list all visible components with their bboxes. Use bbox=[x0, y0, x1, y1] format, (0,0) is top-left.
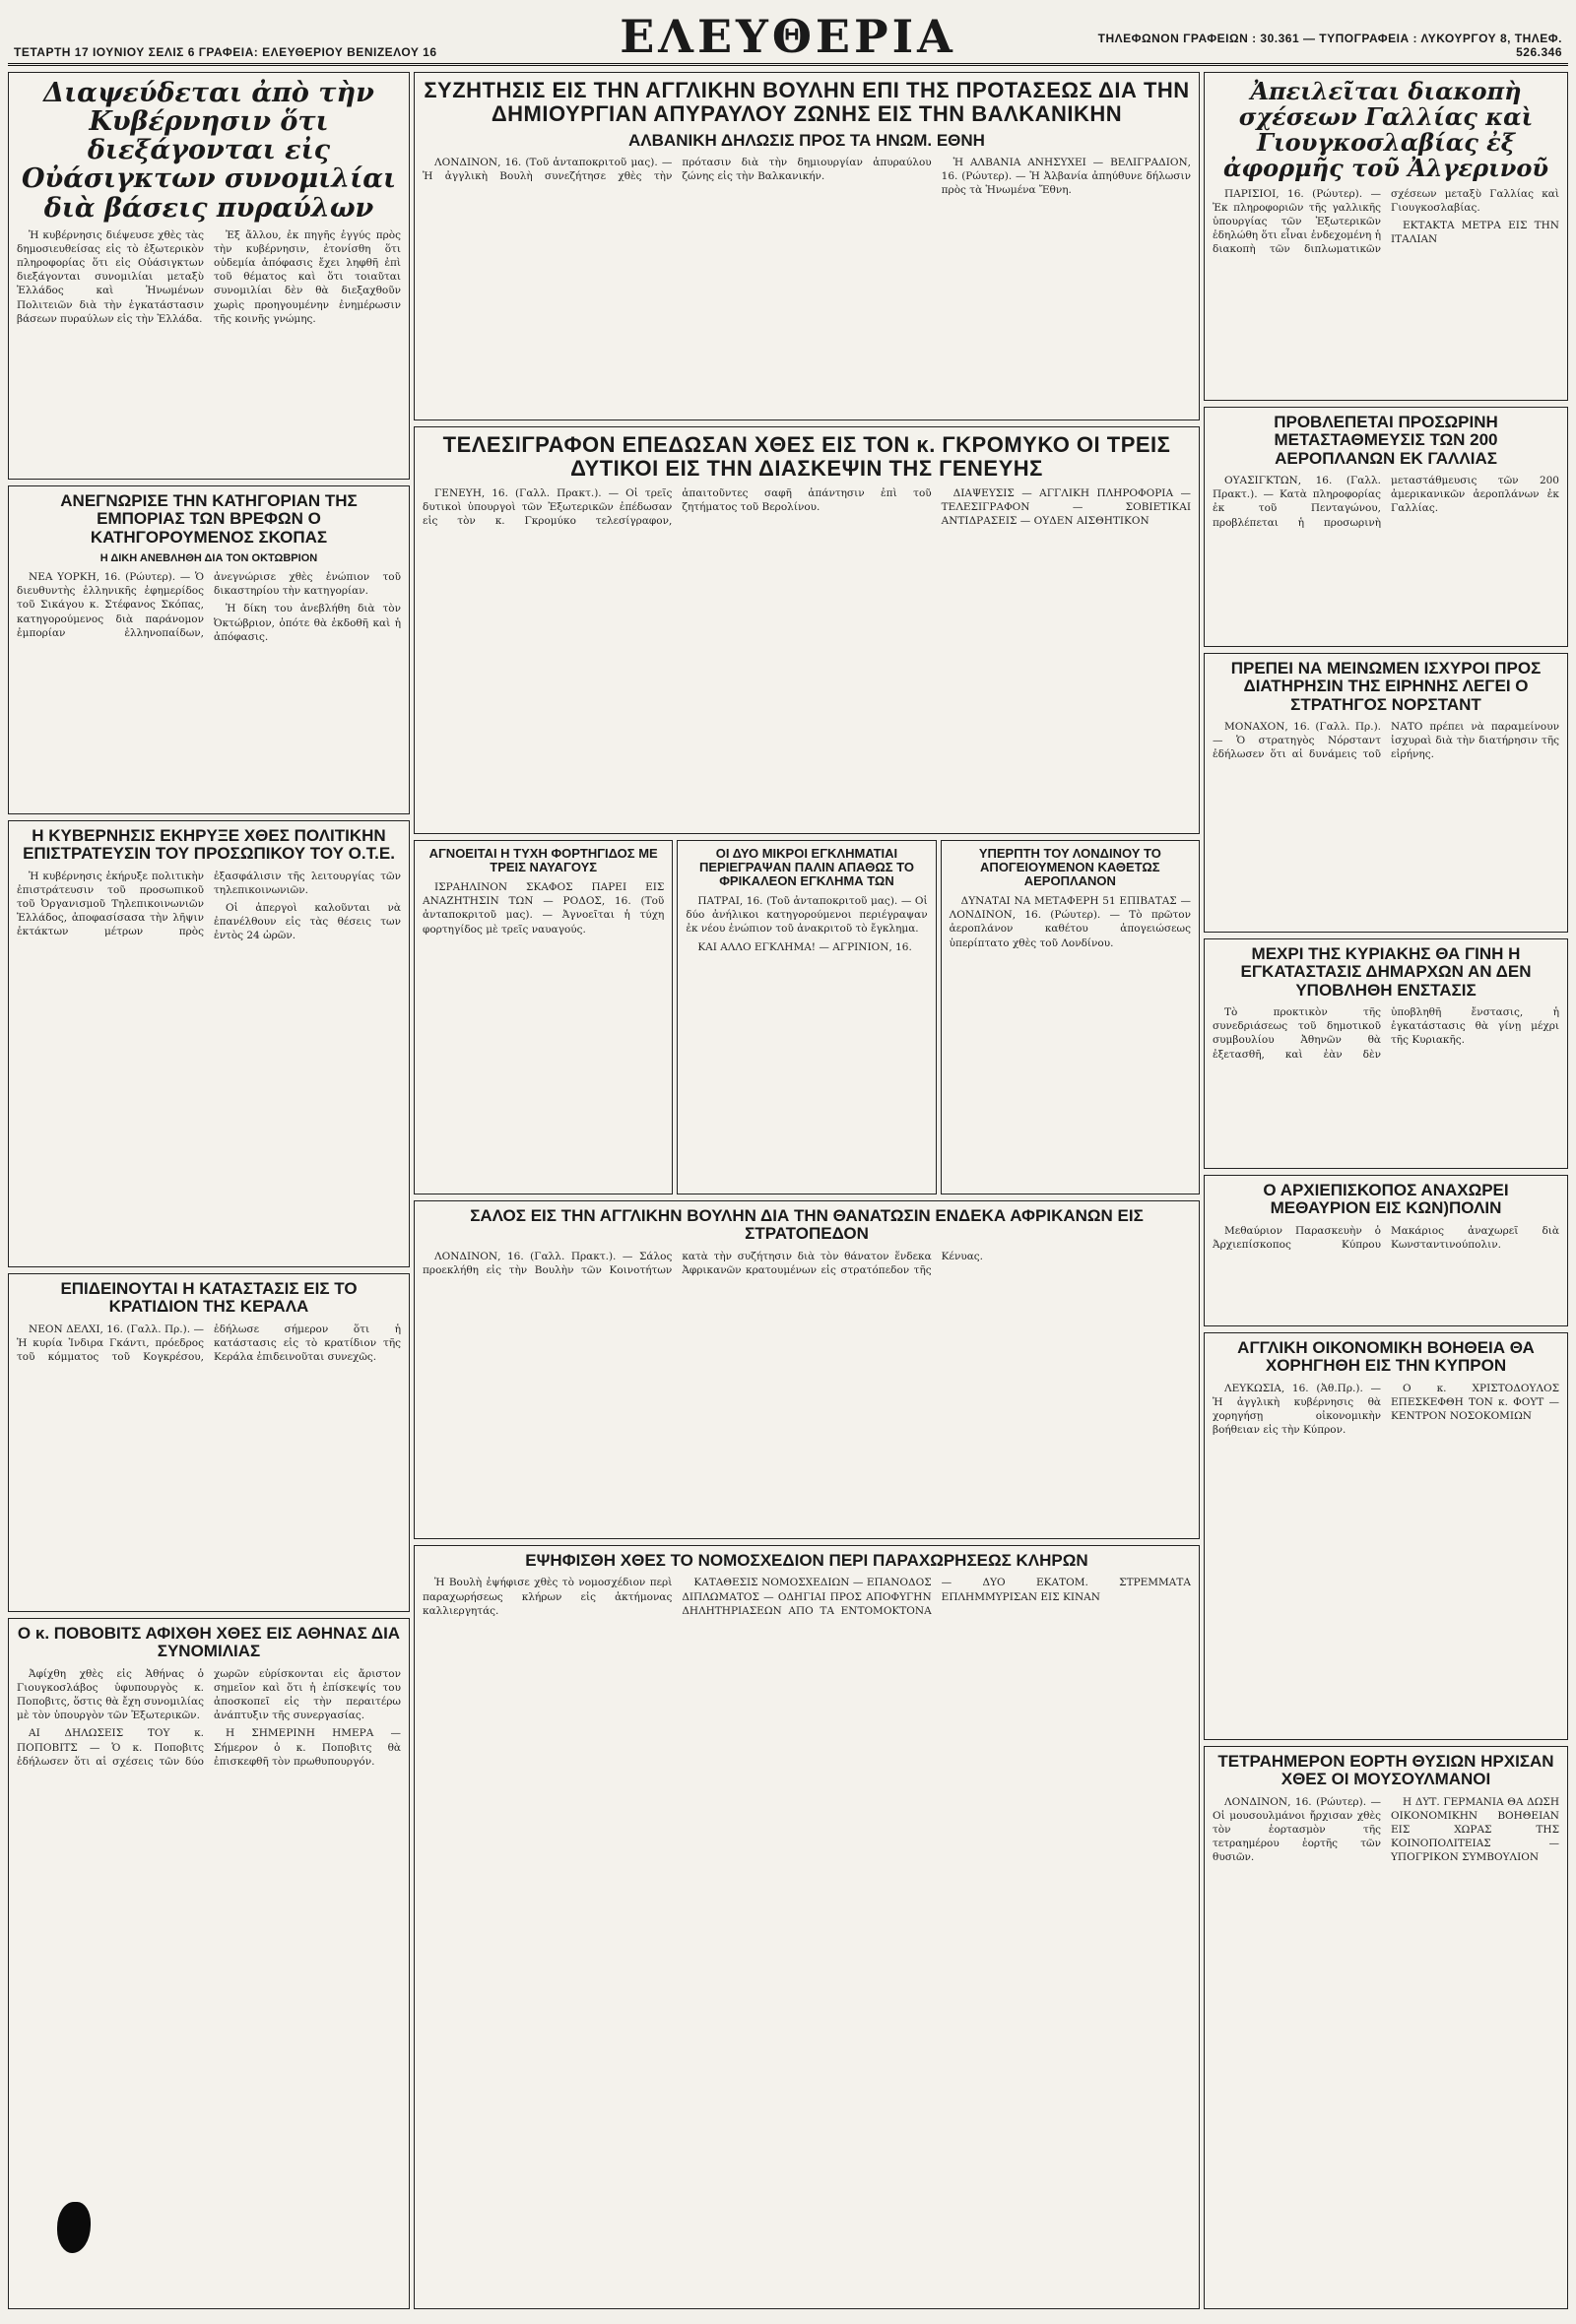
article-body bbox=[17, 1667, 401, 1771]
article-paragraph: ΝΕΑ ΥΟΡΚΗ, 16. (Ρώυτερ). — Ὁ διευθυντὴς ἑλληνικῆς ἐφημερίδος τοῦ Σικάγου κ. Στέφανος Σκόπας, κατηγορούμενος διὰ παράνομον ἐμπορίαν ἑλληνοπαίδων, ἀνεγνώρισε χθὲς ἐνώπιον τοῦ δικαστηρίου τὴν κατηγορίαν. bbox=[17, 571, 401, 639]
article-paragraph: ΕΚΤΑΚΤΑ ΜΕΤΡΑ ΕΙΣ ΤΗΝ ΙΤΑΛΙΑΝ bbox=[1391, 219, 1559, 246]
article-headline: Διαψεύδεται ἀπὸ τὴν Κυβέρνησιν ὅτι διεξάγονται εἰς Οὐάσιγκτων συνομιλίαι διὰ βάσεις πυραύλων bbox=[21, 78, 397, 224]
left-column bbox=[8, 72, 410, 2309]
newspaper-page bbox=[8, 8, 1568, 2308]
article-body bbox=[1213, 187, 1559, 257]
article-body bbox=[423, 1576, 1191, 1618]
article-headline: ΑΓΝΟΕΙΤΑΙ Η ΤΥΧΗ ΦΟΡΤΗΓΙΔΟΣ ΜΕ ΤΡΕΙΣ ΝΑΥΑΓΟΥΣ bbox=[428, 846, 658, 875]
article-mayors bbox=[1204, 938, 1568, 1169]
article-archbishop bbox=[1204, 1175, 1568, 1326]
article-paragraph: ΛΟΝΔΙΝΟΝ, 16. (Γαλλ. Πρακτ.). — Σάλος προεκλήθη εἰς τὴν Βουλὴν τῶν Κοινοτήτων κατὰ τὴν συζήτησιν διὰ τὸν θάνατον ἕνδεκα Ἀφρικανῶν κρατουμένων εἰς στρατόπεδον τῆς Κένυας. bbox=[423, 1250, 984, 1276]
lead-headline: ΣΥΖΗΤΗΣΙΣ ΕΙΣ ΤΗΝ ΑΓΓΛΙΚΗΝ ΒΟΥΛΗΝ ΕΠΙ ΤΗΣ ΠΡΟΤΑΣΕΩΣ ΔΙΑ ΤΗΝ ΔΗΜΙΟΥΡΓΙΑΝ ΑΠΥΡΑΥΛΟΥ ΖΩΝΗΣ ΕΙΣ ΤΗΝ ΒΑΛΚΑΝΙΚΗΝ bbox=[424, 78, 1190, 126]
article-gromyko-ultimatum bbox=[414, 426, 1200, 834]
article-paragraph: ΠΑΡΙΣΙΟΙ, 16. (Ρώυτερ). — Ἐκ πληροφοριῶν τῆς γαλλικῆς ὑπουργίας τῶν Ἐξωτερικῶν ἐδηλώθη ὅτι εἶναι ἐνδεχομένη ἡ διακοπὴ τῶν διπλωματικῶν σχέσεων μεταξὺ Γαλλίας καὶ Γιουγκοσλαβίας. bbox=[1213, 187, 1559, 256]
article-body bbox=[1213, 1224, 1559, 1254]
article-headline: ΟΙ ΔΥΟ ΜΙΚΡΟΙ ΕΓΚΛΗΜΑΤΙΑΙ ΠΕΡΙΕΓΡΑΨΑΝ ΠΑΛΙΝ ΑΠΑΘΩΣ ΤΟ ΦΡΙΚΑΛΕΟΝ ΕΓΚΛΗΜΑ ΤΩΝ bbox=[698, 846, 914, 889]
article-subheading: Η ΔΙΚΗ ΑΝΕΒΛΗΘΗ ΔΙΑ ΤΟΝ ΟΚΤΩΒΡΙΟΝ bbox=[99, 552, 318, 565]
article-body bbox=[17, 228, 401, 330]
article-paragraph: Ἡ Βουλὴ ἐψήφισε χθὲς τὸ νομοσχέδιον περὶ παραχωρήσεως κλήρων εἰς ἀκτήμονας καλλιεργητάς. bbox=[423, 1577, 673, 1617]
article-young-criminals bbox=[677, 840, 936, 1194]
article-headline: ΕΠΙΔΕΙΝΟΥΤΑΙ Η ΚΑΤΑΣΤΑΣΙΣ ΕΙΣ ΤΟ ΚΡΑΤΙΔΙΟΝ ΤΗΣ ΚΕΡΑΛΑ bbox=[60, 1279, 358, 1317]
article-body bbox=[423, 1250, 1191, 1277]
article-paragraph: ΛΕΥΚΩΣΙΑ, 16. (Ἀθ.Πρ.). — Ἡ ἀγγλικὴ κυβέρνησις θὰ χορηγήσῃ οἰκονομικὴν βοήθειαν εἰς τὴν Κύπρον. bbox=[1213, 1382, 1381, 1437]
article-200-airplanes bbox=[1204, 407, 1568, 647]
article-body bbox=[1213, 1382, 1559, 1438]
article-paragraph: ΓΕΝΕΥΗ, 16. (Γαλλ. Πρακτ.). — Οἱ τρεῖς δυτικοὶ ὑπουργοὶ τῶν Ἐξωτερικῶν ἐπέδωσαν εἰς τὸν κ. Γκρομύκο τελεσίγραφον, ἀπαιτοῦντες σαφῆ ἀπάντησιν ἐπὶ τοῦ ζητήματος τοῦ Βερολίνου. bbox=[423, 486, 932, 527]
article-body bbox=[1213, 474, 1559, 530]
article-cyprus-aid bbox=[1204, 1332, 1568, 1740]
article-headline: Ἀπειλεῖται διακοπὴ σχέσεων Γαλλίας καὶ Γιουγκοσλαβίας ἐξ ἀφορμῆς τοῦ Ἀλγερινοῦ bbox=[1222, 77, 1549, 182]
article-headline: ΤΕΤΡΑΗΜΕΡΟΝ ΕΟΡΤΗ ΘΥΣΙΩΝ ΗΡΧΙΣΑΝ ΧΘΕΣ ΟΙ ΜΟΥΣΟΥΛΜΑΝΟΙ bbox=[1217, 1752, 1554, 1789]
article-headline: ΑΓΓΛΙΚΗ ΟΙΚΟΝΟΜΙΚΗ ΒΟΗΘΕΙΑ ΘΑ ΧΟΡΗΓΗΘΗ ΕΙΣ ΤΗΝ ΚΥΠΡΟΝ bbox=[1237, 1338, 1535, 1376]
masthead-date-address: ΤΕΤΑΡΤΗ 17 ΙΟΥΝΙΟΥ ΣΕΛΙΣ 6 ΓΡΑΦΕΙΑ: ΕΛΕΥΘΕΡΙΟΥ ΒΕΝΙΖΕΛΟΥ 16 bbox=[14, 45, 437, 59]
article-headline: Ο ΑΡΧΙΕΠΙΣΚΟΠΟΣ ΑΝΑΧΩΡΕΙ ΜΕΘΑΥΡΙΟΝ ΕΙΣ ΚΩΝ)ΠΟΛΙΝ bbox=[1263, 1181, 1509, 1218]
article-paragraph: ΔΙΑΨΕΥΣΙΣ — ΑΓΓΛΙΚΗ ΠΛΗΡΟΦΟΡΙΑ — ΤΕΛΕΣΙΓΡΑΦΟΝ — ΣΟΒΙΕΤΙΚΑΙ ΑΝΤΙΔΡΑΣΕΙΣ — ΟΥΔΕΝ ΑΙΣΘΗΤΙΚΟΝ bbox=[941, 486, 1191, 527]
masthead bbox=[8, 8, 1568, 66]
article-balkan-missile-zone bbox=[414, 72, 1200, 420]
article-body bbox=[17, 1323, 401, 1367]
right-column bbox=[1204, 72, 1568, 2309]
article-headline: ΣΑΛΟΣ ΕΙΣ ΤΗΝ ΑΓΓΛΙΚΗΝ ΒΟΥΛΗΝ ΔΙΑ ΤΗΝ ΘΑΝΑΤΩΣΙΝ ΕΝΔΕΚΑ ΑΦΡΙΚΑΝΩΝ ΕΙΣ ΣΤΡΑΤΟΠΕΔΟΝ bbox=[470, 1206, 1144, 1244]
article-headline: Η ΚΥΒΕΡΝΗΣΙΣ ΕΚΗΡΥΞΕ ΧΘΕΣ ΠΟΛΙΤΙΚΗΝ ΕΠΙΣΤΡΑΤΕΥΣΙΝ ΤΟΥ ΠΡΟΣΩΠΙΚΟΥ ΤΟΥ Ο.Τ.Ε. bbox=[23, 826, 395, 864]
article-paragraph: Η ΣΗΜΕΡΙΝΗ ΗΜΕΡΑ — Σήμερον ὁ κ. Ποποβιτς θὰ ἐπισκεφθῆ τὸν πρωθυπουργόν. bbox=[214, 1727, 401, 1768]
article-paragraph: Μεθαύριον Παρασκευὴν ὁ Ἀρχιεπίσκοπος Κύπρου Μακάριος ἀναχωρεῖ διὰ Κωνσταντινούπολιν. bbox=[1213, 1224, 1559, 1251]
article-kerala bbox=[8, 1273, 410, 1612]
article-headline: ΜΕΧΡΙ ΤΗΣ ΚΥΡΙΑΚΗΣ ΘΑ ΓΙΝΗ Η ΕΓΚΑΤΑΣΤΑΣΙΣ ΔΗΜΑΡΧΩΝ ΑΝ ΔΕΝ ΥΠΟΒΛΗΘΗ ΕΝΣΤΑΣΙΣ bbox=[1240, 944, 1532, 1000]
article-paragraph: ΝΕΟΝ ΔΕΛΧΙ, 16. (Γαλλ. Πρ.). — Ἡ κυρία Ἰνδιρα Γκάντι, πρόεδρος τοῦ κόμματος τοῦ Κογκρέσου, ἐδήλωσε σήμερον ὅτι ἡ κατάστασις εἰς τὸ κρατίδιον τῆς Κεράλα ἐπιδεινοῦται συνεχῶς. bbox=[17, 1323, 401, 1364]
article-france-yugoslavia bbox=[1204, 72, 1568, 401]
article-baby-trade bbox=[8, 485, 410, 814]
article-body bbox=[423, 486, 1191, 529]
article-ote-mobilization bbox=[8, 820, 410, 1267]
article-paragraph: Τὸ προκτικὸν τῆς συνεδριάσεως τοῦ δημοτικοῦ συμβουλίου Ἀθηνῶν θὰ ἐξετασθῆ, καὶ ἐὰν δὲν ὑποβληθῆ ἔνστασις, ἡ ἐγκατάστασις θὰ γίνῃ μέχρι τῆς Κυριακῆς. bbox=[1213, 1006, 1559, 1061]
lead-subheadline: ΑΛΒΑΝΙΚΗ ΔΗΛΩΣΙΣ ΠΡΟΣ ΤΑ ΗΝΩΜ. ΕΘΝΗ bbox=[628, 130, 985, 150]
article-body bbox=[686, 894, 927, 954]
article-body bbox=[423, 880, 664, 936]
article-body bbox=[1213, 720, 1559, 764]
article-paragraph: Ἡ ΑΛΒΑΝΙΑ ΑΝΗΣΥΧΕΙ — ΒΕΛΙΓΡΑΔΙΟΝ, 16. (Ρώυτερ). — Ἡ Ἀλβανία ἀπηύθυνε δήλωσιν πρὸς τὰ Ἡνωμένα Ἔθνη. bbox=[941, 156, 1191, 197]
article-paragraph: ΛΟΝΔΙΝΟΝ, 16. (Τοῦ ἀνταποκριτοῦ μας). — Ἡ ἀγγλικὴ Βουλὴ συνεζήτησε χθὲς τὴν πρότασιν διὰ τὴν δημιουργίαν ἀπυραύλου ζώνης εἰς τὴν Βαλκανικήν. bbox=[423, 156, 932, 183]
article-headline: ΠΡΟΒΛΕΠΕΤΑΙ ΠΡΟΣΩΡΙΝΗ ΜΕΤΑΣΤΑΘΜΕΥΣΙΣ ΤΩΝ 200 ΑΕΡΟΠΛΑΝΩΝ ΕΚ ΓΑΛΛΙΑΣ bbox=[1274, 413, 1498, 468]
article-body bbox=[17, 870, 401, 943]
article-missile-bases bbox=[8, 72, 410, 480]
article-body bbox=[950, 894, 1191, 950]
article-body bbox=[17, 570, 401, 644]
article-paragraph: ΚΑΤΑΘΕΣΙΣ ΝΟΜΟΣΧΕΔΙΩΝ — ΕΠΑΝΟΔΟΣ ΔΙΠΛΩΜΑΤΟΣ — ΟΔΗΓΙΑΙ ΠΡΟΣ ΑΠΟΦΥΓΗΝ ΔΗΛΗΤΗΡΙΑΣΕΩΝ ΑΠΟ ΤΑ ΕΝΤΟΜΟΚΤΟΝΑ — ΔΥΟ ΕΚΑΤΟΜ. ΣΤΡΕΜΜΑΤΑ ΕΠΛΗΜΜΥΡΙΣΑΝ ΕΙΣ ΚΙΝΑΝ bbox=[682, 1577, 1191, 1617]
article-shipwreck bbox=[414, 840, 673, 1194]
article-body bbox=[1213, 1795, 1559, 1869]
article-headline: ΕΨΗΦΙΣΘΗ ΧΘΕΣ ΤΟ ΝΟΜΟΣΧΕΔΙΟΝ ΠΕΡΙ ΠΑΡΑΧΩΡΗΣΕΩΣ ΚΛΗΡΩΝ bbox=[525, 1551, 1088, 1570]
article-paragraph: ΚΑΙ ΑΛΛΟ ΕΓΚΛΗΜΑ! — ΑΓΡΙΝΙΟΝ, 16. bbox=[697, 940, 912, 953]
article-body bbox=[423, 156, 1191, 198]
article-paragraph: Ἐξ ἄλλου, ἐκ πηγῆς ἐγγύς πρὸς τὴν κυβέρνησιν, ἐτονίσθη ὅτι οὐδεμία ἀπόφασις ἔχει ληφθῆ ἐπὶ τοῦ θέματος καὶ ὅτι τοιαῦται συνομιλίαι δὲν θὰ διεξαχθοῦν χωρὶς προηγουμένην ἐνημέρωσιν τῆς κοινῆς γνώμης. bbox=[214, 228, 401, 325]
article-paragraph: ΠΑΤΡΑΙ, 16. (Τοῦ ἀνταποκριτοῦ μας). — Οἱ δύο ἀνήλικοι κατηγορούμενοι περιέγραψαν ἐκ νέου ἐνώπιον τοῦ ἀνακριτοῦ τὸ ἔγκλημα. bbox=[686, 895, 928, 936]
article-headline: Ο κ. ΠΟΒΟΒΙΤΣ ΑΦΙΧΘΗ ΧΘΕΣ ΕΙΣ ΑΘΗΝΑΣ ΔΙΑ ΣΥΝΟΜΙΛΙΑΣ bbox=[17, 1624, 401, 1661]
article-paragraph: ΜΟΝΑΧΟΝ, 16. (Γαλλ. Πρ.). — Ὁ στρατηγὸς Νόρσταντ ἐδήλωσεν ὅτι αἱ δυνάμεις τοῦ ΝΑΤΟ πρέπει νὰ παραμείνουν ἰσχυραὶ διὰ τὴν διατήρησιν τῆς εἰρήνης. bbox=[1213, 721, 1559, 761]
middle-column bbox=[414, 72, 1200, 2309]
article-headline: ΠΡΕΠΕΙ ΝΑ ΜΕΙΝΩΜΕΝ ΙΣΧΥΡΟΙ ΠΡΟΣ ΔΙΑΤΗΡΗΣΙΝ ΤΗΣ ΕΙΡΗΝΗΣ ΛΕΓΕΙ Ο ΣΤΡΑΤΗΓΟΣ ΝΟΡΣΤΑΝΤ bbox=[1230, 659, 1542, 714]
newspaper-title: ΕΛΕΥΘΕΡΙΑ bbox=[620, 10, 956, 63]
article-paragraph: Ο κ. ΧΡΙΣΤΟΔΟΥΛΟΣ ΕΠΕΣΚΕΦΘΗ ΤΟΝ κ. ΦΟΥΤ — ΚΕΝΤΡΟΝ ΝΟΣΟΚΟΜΙΩΝ bbox=[1391, 1382, 1559, 1423]
article-paragraph: ΔΥΝΑΤΑΙ ΝΑ ΜΕΤΑΦΕΡΗ 51 ΕΠΙΒΑΤΑΣ — ΛΟΝΔΙΝΟΝ, 16. (Ρώυτερ). — Τὸ πρῶτον ἀεροπλάνον καθέτου ἀπογειώσεως ὑπερίπτατο χθὲς τοῦ Λονδίνου. bbox=[949, 895, 1191, 949]
article-paragraph: Οἱ ἀπεργοὶ καλοῦνται νὰ ἐπανέλθουν εἰς τὰς θέσεις των ἐντὸς 24 ὡρῶν. bbox=[214, 902, 401, 942]
article-headline: ΑΝΕΓΝΩΡΙΣΕ ΤΗΝ ΚΑΤΗΓΟΡΙΑΝ ΤΗΣ ΕΜΠΟΡΙΑΣ ΤΩΝ ΒΡΕΦΩΝ Ο ΚΑΤΗΓΟΡΟΥΜΕΝΟΣ ΣΚΟΠΑΣ bbox=[60, 491, 358, 547]
article-feast-sacrifice bbox=[1204, 1746, 1568, 2309]
article-headline: ΥΠΕΡΠΤΗ ΤΟΥ ΛΟΝΔΙΝΟΥ ΤΟ ΑΠΟΓΕΙΟΥΜΕΝΟΝ ΚΑΘΕΤΩΣ ΑΕΡΟΠΛΑΝΟΝ bbox=[978, 846, 1161, 889]
article-paragraph: Ἀφίχθη χθὲς εἰς Ἀθήνας ὁ Γιουγκοσλάβος ὑφυπουργὸς κ. Ποποβιτς, ὅστις θὰ ἔχη συνομιλίας μὲ τὸν ὑπουργὸν τῶν Ἐξωτερικῶν. bbox=[17, 1667, 204, 1722]
article-norstad bbox=[1204, 653, 1568, 933]
masthead-phones: ΤΗΛΕΦΩΝΟΝ ΓΡΑΦΕΙΩΝ : 30.361 — ΤΥΠΟΓΡΑΦΕΙΑ : ΛΥΚΟΥΡΓΟΥ 8, ΤΗΛΕΦ. 526.346 bbox=[1097, 32, 1562, 59]
article-body bbox=[1213, 1005, 1559, 1062]
article-paragraph: ΛΟΝΔΙΝΟΝ, 16. (Ρώυτερ). — Οἱ μουσουλμάνοι ἤρχισαν χθὲς τὸν ἑορτασμὸν τῆς τετραημέρου ἑορτῆς τῶν θυσιῶν. bbox=[1213, 1795, 1381, 1864]
article-paragraph: Η ΔΥΤ. ΓΕΡΜΑΝΙΑ ΘΑ ΔΩΣΗ ΟΙΚΟΝΟΜΙΚΗΝ ΒΟΗΘΕΙΑΝ ΕΙΣ ΧΩΡΑΣ ΤΗΣ ΚΟΙΝΟΠΟΛΙΤΕΙΑΣ — ΥΠΟΓΡΙΚΟΝ ΣΥΜΒΟΥΛΙΟΝ bbox=[1391, 1795, 1559, 1864]
article-paragraph: Ἡ κυβέρνησις ἐκήρυξε πολιτικὴν ἐπιστράτευσιν τοῦ προσωπικοῦ τοῦ Ὀργανισμοῦ Τηλεπικοινωνιῶν Ἑλλάδος, ἀποφασίσασα τὴν λῆψιν ἐκτάκτων μέτρων πρὸς ἐξασφάλισιν τῆς λειτουργίας τῶν τηλεπικοινωνιῶν. bbox=[17, 870, 401, 938]
article-paragraph: Ἡ δίκη του ἀνεβλήθη διὰ τὸν Ὀκτώβριον, ὁπότε θὰ ἐκδοθῆ καὶ ἡ ἀπόφασις. bbox=[214, 603, 401, 643]
article-paragraph: ΟΥΑΣΙΓΚΤΩΝ, 16. (Γαλλ. Πρακτ.). — Κατὰ πληροφορίας ἐκ τοῦ Πενταγώνου, προβλέπεται ἡ προσωρινὴ μεταστάθμευσις τῶν 200 ἀμερικανικῶν ἀεροπλάνων ἐκ Γαλλίας. bbox=[1213, 475, 1559, 529]
article-land-grants bbox=[414, 1545, 1200, 2309]
middle-row-stories bbox=[414, 840, 1200, 1194]
article-paragraph: Ἡ κυβέρνησις διέψευσε χθὲς τὰς δημοσιευθείσας εἰς τὸ ἐξωτερικὸν πληροφορίας ὅτι εἰς Οὐάσιγκτων διεξάγονται συνομιλίαι μεταξὺ Ἑλλάδος καὶ Ἡνωμένων Πολιτειῶν διὰ τὴν ἐγκατάστασιν βάσεων πυραύλων εἰς τὴν Ἑλλάδα. bbox=[17, 228, 204, 325]
article-vertical-aircraft bbox=[941, 840, 1200, 1194]
article-paragraph: ΑΙ ΔΗΛΩΣΕΙΣ ΤΟΥ κ. ΠΟΠΟΒΙΤΣ — Ὁ κ. Ποποβιτς ἐδήλωσεν ὅτι αἱ σχέσεις τῶν δύο χωρῶν εὑρίσκονται εἰς ἄριστον σημεῖον καὶ ὅτι ἡ ἐπίσκεψίς του ἀποσκοπεῖ εἰς τὴν περαιτέρω ἀνάπτυξιν τῆς συνεργασίας. bbox=[17, 1667, 401, 1768]
article-paragraph: ΙΣΡΑΗΛΙΝΟΝ ΣΚΑΦΟΣ ΠΑΡΕΙ ΕΙΣ ΑΝΑΖΗΤΗΣΙΝ ΤΩΝ — ΡΟΔΟΣ, 16. (Τοῦ ἀνταποκριτοῦ μας). — Ἀγνοεῖται ἡ τύχη φορτηγίδος μὲ τρεῖς ναυαγούς. bbox=[423, 881, 665, 936]
article-headline: ΤΕΛΕΣΙΓΡΑΦΟΝ ΕΠΕΔΩΣΑΝ ΧΘΕΣ ΕΙΣ ΤΟΝ κ. ΓΚΡΟΜΥΚΟ ΟΙ ΤΡΕΙΣ ΔΥΤΙΚΟΙ ΕΙΣ ΤΗΝ ΔΙΑΣΚΕΨΙΝ ΤΗΣ ΓΕΝΕΥΗΣ bbox=[442, 432, 1171, 481]
article-eleven-africans bbox=[414, 1200, 1200, 1539]
